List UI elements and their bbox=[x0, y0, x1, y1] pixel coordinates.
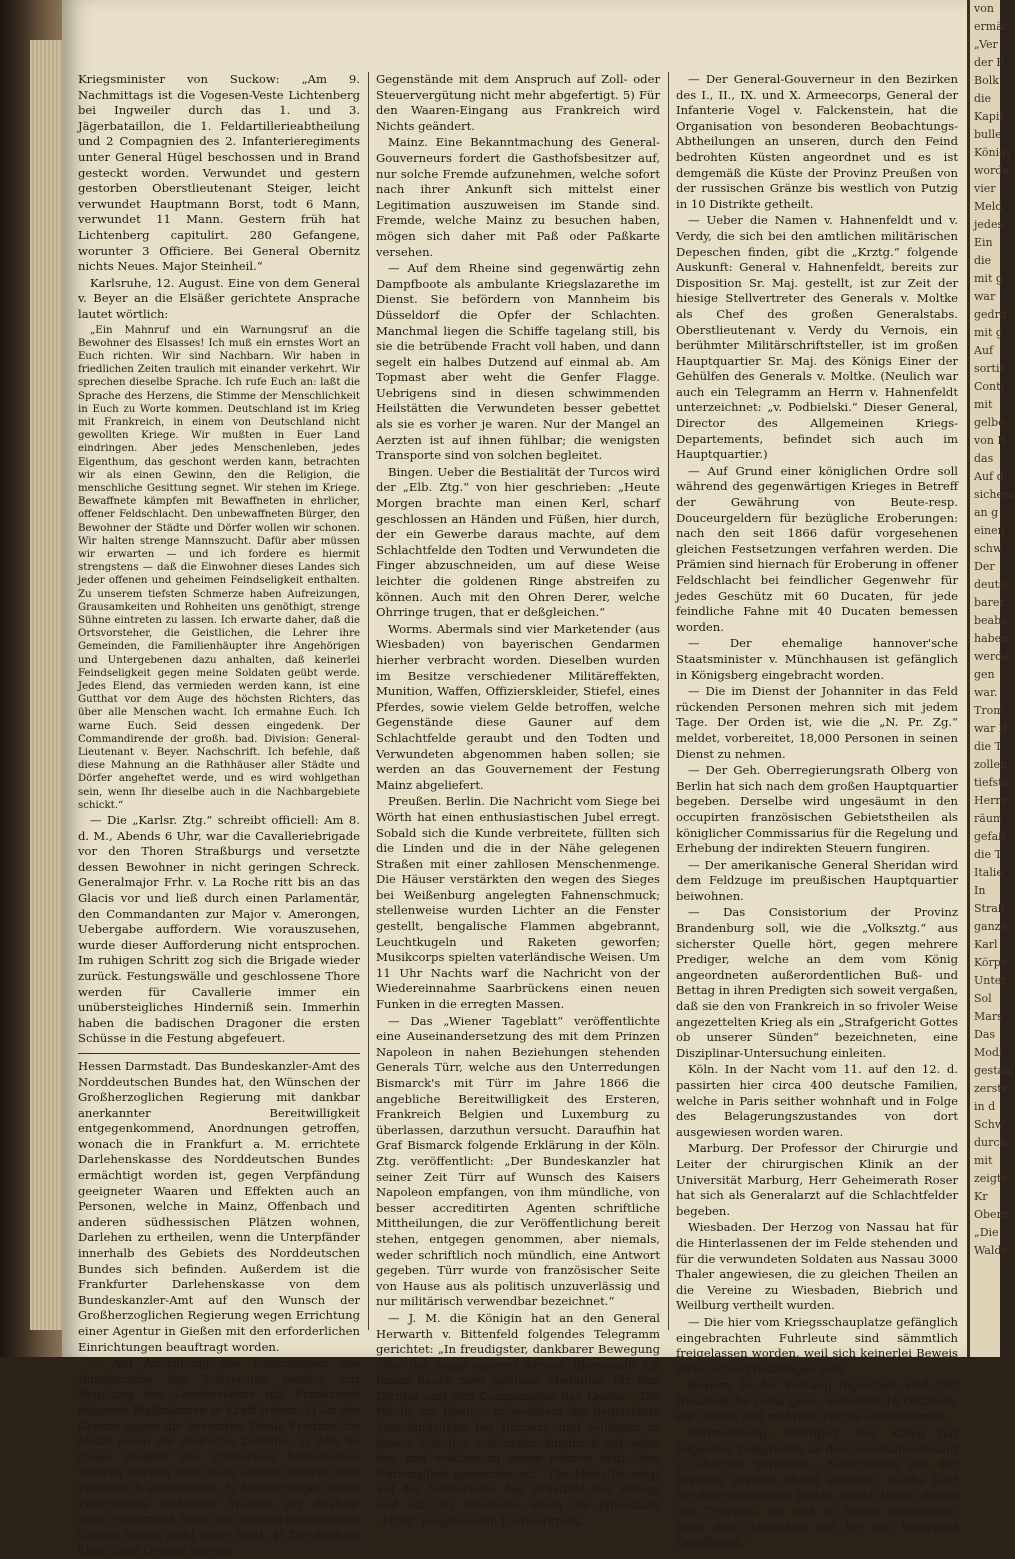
article-paragraph: — Auf Anordnung des Vorsitzenden des Bundesraths des Zollvereins werden zur Regelung des Landverkehrs mit Frankreich folgende Maßnahmen in Kraft treten: 1) An der Grenze gegen die besetzten Theile Frankreichs bleibt allein die deutsche Zolllinie. 2) Alle im freien Verkehr des Zollvereins befindlichen Waaren werden über diese Grenze zollfrei nach Frankreich eingelassen. 3) Abfertigungen unter Zollcontrole stehender Waaren zur Ausfuhr nach Frankreich über die deutsch-französische Grenze finden nicht mehr Statt. 4) Zur Ausfuhr über diese Grenze werden bbox=[78, 1356, 360, 1558]
adjacent-page-line: mit g bbox=[974, 326, 1003, 339]
column-3 bbox=[676, 72, 958, 1550]
adjacent-page-line: Schw bbox=[974, 1118, 1005, 1131]
adjacent-page-line: Ein bbox=[974, 236, 993, 249]
adjacent-page-line: Obern bbox=[974, 1208, 1009, 1221]
adjacent-page-line: schw bbox=[974, 542, 1003, 555]
adjacent-page-line: von bbox=[974, 2, 994, 15]
adjacent-page-line: Auf d bbox=[974, 470, 1004, 483]
article-paragraph: Karlsruhe, 12. August. Eine von dem General v. Beyer an die Elsäßer gerichtete Ansprache lautet wörtlich: bbox=[78, 275, 360, 321]
page-stack-edge bbox=[30, 40, 64, 1330]
adjacent-page-line: Herre bbox=[974, 794, 1008, 807]
adjacent-page-line: war. bbox=[974, 686, 998, 699]
adjacent-page-line: Kr bbox=[974, 1190, 988, 1203]
column-rule-1 bbox=[368, 72, 369, 1330]
adjacent-page-line: mit bbox=[974, 1154, 993, 1167]
adjacent-page-line: gelbe bbox=[974, 416, 1005, 429]
adjacent-page-fragment bbox=[967, 0, 1015, 1357]
article-paragraph: Köln. In der Nacht vom 11. auf den 12. d. passirten hier circa 400 deutsche Familien, welche in Paris seither wohnhaft und in Folge des Belagerungszustandes von dort ausgewiesen worden waren. bbox=[676, 1062, 958, 1139]
adjacent-page-line: Der bbox=[974, 560, 995, 573]
article-paragraph: — Der amerikanische General Sheridan wird dem Feldzuge im preußischen Hauptquartier beiwohnen. bbox=[676, 857, 958, 903]
article-paragraph: — Der Geh. Oberregierungsrath Olberg von Berlin hat sich nach dem großen Hauptquartier begeben. Derselbe wird ungesäumt in den occupirten französischen Gebietstheilen als königlicher Commissarius für die Regelung und Erhebung der indirekten Steuern fungiren. bbox=[676, 763, 958, 856]
article-paragraph: Württemberg. Stuttgart. Der König hat folgendes Telegramm an den Generallieutenant v. Obernitz gerichtet: „Nachrichten von der Division gestern Abend erhalten. Danke Gott für den siegreichen Erfolg, danke Ihnen, danke den Truppen, die sich so tapfer geschlagen. Ehre dem Andenken der für das Vaterland Gefallenen.“ bbox=[676, 1426, 958, 1550]
adjacent-page-line: mit bbox=[974, 398, 993, 411]
adjacent-page-line: haben bbox=[974, 632, 1009, 645]
adjacent-page-line: sortir bbox=[974, 362, 1005, 375]
adjacent-page-line: war D bbox=[974, 722, 1008, 735]
adjacent-page-line: einen bbox=[974, 524, 1005, 537]
article-paragraph: — Die hier vom Kriegsschauplatze gefänglich eingebrachten Fuhrleute sind sämmtlich freigelassen worden, weil sich keinerlei Beweis ihrer Schuld beibringen ließ. bbox=[676, 1314, 958, 1376]
article-paragraph: Mainz. Eine Bekanntmachung des General-Gouverneurs fordert die Gasthofsbesitzer auf, nur solche Fremde aufzunehmen, welche sofort nach ihrer Ankunft sich mittelst einer Legitimation auszuweisen im Stande sind. Fremde, welche Mainz zu besuchen haben, mögen sich daher mit Paß oder Paßkarte versehen. bbox=[376, 135, 660, 259]
adjacent-page-line: durch bbox=[974, 1136, 1007, 1149]
adjacent-page-line: beabs bbox=[974, 614, 1007, 627]
article-paragraph: — Das „Wiener Tageblatt“ veröffentlichte eine Auseinandersetzung des mit dem Prinzen Napoleon in nahen Beziehungen stehenden Generals Türr, welche aus den Unterredungen Bismarck's mit Türr im Jahre 1866 die angebliche Bereitwilligkeit des Ersteren, Frankreich Belgien und Luxemburg zu überlassen, darzuthun versucht. Daraufhin hat Graf Bismarck folgende Erklärung in der Köln. Ztg. veröffentlicht: „Der Bundeskanzler hat seiner Zeit Türr auf Wunsch des Kaisers Napoleon empfangen, von ihm mündliche, von besser accreditirten Agenten schriftliche Mittheilungen, die zur Veröffentlichung bereit stehen, entgegen genommen, aber niemals, weder schriftlich noch mündlich, eine Antwort gegeben. Türr wurde von französischer Seite von Hause aus als politisch unzuverlässig und nur militärisch verwendbar bezeichnet.“ bbox=[376, 1013, 660, 1309]
adjacent-page-line: Körpe bbox=[974, 956, 1008, 969]
article-paragraph: Worms. Abermals sind vier Marketender (aus Wiesbaden) von bayerischen Gendarmen hierher verbracht worden. Dieselben wurden im Besitze verschiedener Militäreffekten, Munition, Waffen, Offizierskleider, Stiefel, eines Pferdes, sowie vielem Gelde betroffen, welche Gegenstände diese Gauner auf dem Schlachtfelde geraubt und den Todten und Verwundeten abgenommen haben sollen; sie werden an das Gouvernement der Festung Mainz abgeliefert. bbox=[376, 621, 660, 792]
article-paragraph: — Das Consistorium der Provinz Brandenburg soll, wie die „Volksztg.“ aus sicherster Quelle hört, gegen mehrere Prediger, welche an dem vom König angeordneten außerordentlichen Buß- und Bettag in ihren Predigten sich soweit vergaßen, daß sie den von Frankreich in so frivoler Weise angezettelten Krieg als ein „Strafgericht Gottes ob unserer Sünden“ bezeichneten, eine Disziplinar-Untersuchung einleiten. bbox=[676, 905, 958, 1060]
adjacent-page-line: barer bbox=[974, 596, 1005, 609]
adjacent-page-line: sicheru bbox=[974, 488, 1015, 501]
article-paragraph: — Auf dem Rheine sind gegenwärtig zehn Dampfboote als ambulante Kriegslazarethe im Dienst. Sie befördern von Mannheim bis Düsseldorf die Opfer der Schlachten. Manchmal liegen die Schiffe tagelang still, bis sie die betrübende Fracht voll haben, und dann segelt ein halbes Dutzend auf einmal ab. Am Topmast aber weht die Genfer Flagge. Uebrigens sind in diesen schwimmenden Heilstätten die Verwundeten besser gebettet als sie es vorher je waren. Nur der Mangel an Aerzten ist auf ihnen fühlbar; die wenigsten Transporte sind von solchen begleitet. bbox=[376, 261, 660, 463]
adjacent-page-line: deutsc bbox=[974, 578, 1011, 591]
adjacent-page-line: ganze bbox=[974, 920, 1007, 933]
adjacent-page-line: zeigte bbox=[974, 1172, 1008, 1185]
article-paragraph: Wiesbaden. Der Herzog von Nassau hat für die Hinterlassenen der im Felde stehenden und für die verwundeten Soldaten aus Nassau 3000 Thaler angewiesen, die zu gleichen Theilen an die Vereine zu Wiesbaden, Biebrich und Weilburg vertheilt wurden. bbox=[676, 1220, 958, 1313]
adjacent-page-line: „Ver bbox=[974, 38, 998, 51]
adjacent-page-line: zerstr bbox=[974, 1082, 1007, 1095]
adjacent-page-line: die bbox=[974, 254, 992, 267]
adjacent-page-line: bulle bbox=[974, 128, 1002, 141]
adjacent-page-line: das bbox=[974, 452, 994, 465]
adjacent-page-line: jedes bbox=[974, 218, 1004, 231]
text-columns bbox=[78, 72, 958, 1558]
adjacent-page-line: räum bbox=[974, 812, 1004, 825]
adjacent-page-line: gestan bbox=[974, 1064, 1012, 1077]
article-paragraph: — Der General-Gouverneur in den Bezirken des I., II., IX. und X. Armeecorps, General der Infanterie Vogel v. Falckenstein, hat die Organisation von besonderen Beobachtungs-Abtheilungen an unseren, durch den Feind bedrohten Küsten angeordnet und es ist demgemäß die Küste der Provinz Preußen von der russischen Gränze bis westlich von Putzig in 10 Distrikte getheilt. bbox=[676, 72, 958, 211]
column-1 bbox=[78, 72, 360, 1558]
adjacent-page-line: gen bbox=[974, 668, 995, 681]
adjacent-page-line: in d bbox=[974, 1100, 996, 1113]
adjacent-page-line: gefaß bbox=[974, 830, 1006, 843]
article-paragraph: Hessen Darmstadt. Das Bundeskanzler-Amt des Norddeutschen Bundes hat, den Wünschen der Großherzoglichen Regierung mit dankbar anerkannter Bereitwilligkeit entgegenkommend, Anordnungen getroffen, wonach die in Frankfurt a. M. errichtete Darlehenskasse des Norddeutschen Bundes ermächtigt worden ist, gegen Verpfändung geeigneter Waaren und Effekten auch an Personen, welche in Mainz, Offenbach und anderen südhessischen Plätzen wohnen, Darlehen zu ertheilen, wenn die Unterpfänder innerhalb des Gebiets des Norddeutschen Bundes sich befinden. Außerdem ist die Frankfurter Darlehenskasse von dem Bundeskanzler-Amt auf den Wunsch der Großherzoglichen Regierung wegen Errichtung einer Agentur in Gießen mit den erforderlichen Einrichtungen beauftragt worden. bbox=[78, 1058, 360, 1354]
adjacent-page-line: Mars bbox=[974, 1010, 1003, 1023]
adjacent-page-line: der R bbox=[974, 56, 1005, 69]
adjacent-page-line: „Die bbox=[974, 1226, 999, 1239]
adjacent-page-line: tiefste bbox=[974, 776, 1010, 789]
column-rule-2 bbox=[668, 72, 669, 1330]
adjacent-page-line: vier bbox=[974, 182, 996, 195]
adjacent-page-line: Auf bbox=[974, 344, 994, 357]
adjacent-page-line: Unter bbox=[974, 974, 1007, 987]
adjacent-page-line: Karl bbox=[974, 938, 998, 951]
adjacent-page-line: Königl bbox=[974, 146, 1010, 159]
article-paragraph: Bingen. Ueber die Bestialität der Turcos wird der „Elb. Ztg.“ von hier geschrieben: „Heute Morgen brachte man einen Kerl, scharf geschlossen an Händen und Füßen, hier durch, der ein Gewerbe daraus machte, auf dem Schlachtfelde den Todten und Verwundeten die Finger abzuschneiden, um auf diese Weise leichter die goldenen Ringe abstreifen zu können. Auch mit den Ohren Derer, welche Ohrringe trugen, that er deßgleichen.“ bbox=[376, 464, 660, 620]
article-paragraph: — J. M. die Königin hat an den General Herwarth v. Bittenfeld folgendes Telegramm gerichtet: „In freudigster, dankbarer Bewegung über die Siege unserer Armee, übersende Ich Ihnen heute zwei goldene Medaillen für den Dichter und den Componisten des Liedes: „Die Wacht am Rhein“, in welchem die begeisterte Vaterlandsliebe bei Bürgern und Soldaten in dieser Zeit den schönsten Ausdruck gefunden hat, und welches zu einem wahren deutschen Nationallied geworden ist.“ Die Medaille zeigt auf der Vorderseite das Brustbild des Königs und auf der Rückseite einen die Jahreszahl „1870“ umgebenden Lorbeerkranz. bbox=[376, 1310, 660, 1528]
adjacent-page-line: Trom bbox=[974, 704, 1004, 717]
adjacent-page-line: werde bbox=[974, 650, 1009, 663]
article-paragraph: — Die „Karlsr. Ztg.“ schreibt officiell: Am 8. d. M., Abends 6 Uhr, war die Cavalleriebrigade vor den Thoren Straßburgs und versetzte dessen Bewohner in nicht geringen Schreck. Generalmajor Frhr. v. La Roche ritt bis an das Glacis vor und ließ durch einen Parlamentär, den Commandanten zur Major v. Amerongen, Uebergabe auffordern. Wie vorauszusehen, wurde dieser Aufforderung nicht entsprochen. Im ruhigen Schritt zog sich die Brigade wieder zurück. Festungswälle und geschlossene Thore werden für Cavallerie immer ein unübersteigliches Hinderniß sein. Immerhin haben die badischen Dragoner die ersten Schüsse in die Festung abgefeuert. bbox=[78, 813, 360, 1046]
adjacent-page-line: die bbox=[974, 92, 992, 105]
column-2 bbox=[376, 72, 660, 1528]
adjacent-page-line: Italie bbox=[974, 866, 1003, 879]
adjacent-page-line: Das bbox=[974, 1028, 996, 1041]
article-paragraph: Marburg. Der Professor der Chirurgie und Leiter der chirurgischen Klinik an der Universität Marburg, Herr Geheimerath Roser hat sich als Generalarzt auf die Schlachtfelder begeben. bbox=[676, 1141, 958, 1218]
adjacent-page-line: zollen bbox=[974, 758, 1008, 771]
article-paragraph: Kriegsminister von Suckow: „Am 9. Nachmittags ist die Vogesen-Veste Lichtenberg bei Ingweiler durch das 1. und 3. Jägerbataillon, die 1. Feldartillerieabtheilung und 2 Compagnien des 2. Infanterieregiments unter General Hügel beschossen und in Brand gesteckt worden. Verwundet und gestern gestorben Oberstlieutenant Steiger, leicht verwundet Hauptmann Borst, todt 6 Mann, verwundet 11 Mann. Gestern früh hat Lichtenberg capitulirt. 280 Gefangene, worunter 3 Officiere. Bei General Obernitz nichts Neues. Major Steinheil.“ bbox=[78, 72, 360, 274]
adjacent-page-line: Sol bbox=[974, 992, 992, 1005]
adjacent-page-line: Meld bbox=[974, 200, 1003, 213]
article-paragraph: — Der ehemalige hannover'sche Staatsminister v. Münchhausen ist gefänglich in Königsberg eingebracht worden. bbox=[676, 636, 958, 682]
adjacent-page-line: In bbox=[974, 884, 986, 897]
article-paragraph: — Die im Dienst der Johanniter in das Feld rückenden Personen mehren sich mit jedem Tage. Der Orden ist, wie die „N. Pr. Zg.“ meldet, vorbereitet, 18,000 Personen in seinen Dienst zu nehmen. bbox=[676, 684, 958, 761]
adjacent-page-line: Bolk bbox=[974, 74, 999, 87]
adjacent-page-line: war bbox=[974, 290, 996, 303]
adjacent-page-line: Modi bbox=[974, 1046, 1003, 1059]
adjacent-page-line: Straß bbox=[974, 902, 1006, 915]
article-paragraph: — Auf Grund einer königlichen Ordre soll während des gegenwärtigen Krieges in Betreff der Gewährung von Beute-resp. Douceurgeldern für bezügliche Eroberungen: nach den seit 1866 dafür vorgesehenen gleichen Festsetzungen verfahren werden. Die Prämien sind hiernach für Eroberung in offener Feldschlacht bei feindlicher Gegenwehr für jedes Geschütz mit 60 Ducaten, für jede feindliche Fahne mit 40 Ducaten bemessen worden. bbox=[676, 463, 958, 634]
article-paragraph: Bayern. In der Festung Ingolstadt sind 500 französische Gefangene, worunter 16 Offiziere, ein Oberst und mehrere Turcos angekommen. bbox=[676, 1378, 958, 1424]
adjacent-page-line: Conti bbox=[974, 380, 1005, 393]
adjacent-page-line: mit g bbox=[974, 272, 1003, 285]
adjacent-page-line: an g bbox=[974, 506, 999, 519]
adjacent-page-line: worde bbox=[974, 164, 1009, 177]
adjacent-page-line: von R bbox=[974, 434, 1006, 447]
adjacent-page-line: Walde bbox=[974, 1244, 1008, 1257]
adjacent-page-line: gedru bbox=[974, 308, 1007, 321]
adjacent-page-line: die T bbox=[974, 848, 1002, 861]
article-paragraph: Gegenstände mit dem Anspruch auf Zoll- oder Steuervergütung nicht mehr abgefertigt. 5) Für den Waaren-Eingang aus Frankreich wird Nichts geändert. bbox=[376, 72, 660, 133]
adjacent-page-line: Kapit bbox=[974, 110, 1004, 123]
adjacent-page-line: ermäc bbox=[974, 20, 1009, 33]
adjacent-page-line: die T bbox=[974, 740, 1002, 753]
article-paragraph: „Ein Mahnruf und ein Warnungsruf an die Bewohner des Elsasses! Ich muß ein ernstes Wort an Euch richten. Wir sind Nachbarn. Wir haben in friedlichen Zeiten traulich mit einander verkehrt. Wir sprechen dieselbe Sprache. Ich rufe Euch an: laßt die Sprache des Herzens, die Stimme der Menschlichkeit in Euch zu Worte kommen. Deutschland ist im Krieg mit Frankreich, in einem von Deutschland nicht gewollten Kriege. Wir mußten in Euer Land eindringen. Aber jedes Menschenleben, jedes Eigenthum, das geschont werden kann, betrachten wir als einen Gewinn, den die Religion, die menschliche Gesittung segnet. Wir stehen im Kriege. Bewaffnete kämpfen mit Bewaffneten in ehrlicher, offener Feldschlacht. Den unbewaffneten Bürger, den Bewohner der Städte und Dörfer wollen wir schonen. Wir halten strenge Mannszucht. Dafür aber müssen wir erwarten — und ich fordere es hiermit strengstens — daß die Einwohner dieses Landes sich jeder offenen und geheimen Feindseligkeit enthalten. Zu unserem tiefsten Schmerze haben Aufreizungen, Grausamkeiten und Rohheiten uns genöthigt, strenge Sühne eintreten zu lassen. Ich erwarte daher, daß die Ortsvorsteher, die Geistlichen, die Lehrer ihre Gemeinden, die Familienhäupter ihre Angehörigen und Untergebenen dazu anhalten, daß keinerlei Feindseligkeit gegen meine Soldaten geübt werde. Jedes Elend, das vermieden werden kann, ist eine Gutthat vor dem Auge des höchsten Richters, das über alle Menschen wacht. Ich ermahne Euch. Ich warne Euch. Seid dessen eingedenk. Der Commandirende der großh. bad. Division: General-Lieutenant v. Beyer. Nachschrift. Ich befehle, daß diese Mahnung an die Rathhäuser aller Städte und Dörfer angeheftet werde, und es wird wohlgethan sein, wenn Ihr dieselbe auch in die Nachbargebiete schickt.“ bbox=[78, 324, 360, 811]
article-paragraph: Preußen. Berlin. Die Nachricht vom Siege bei Wörth hat einen enthusiastischen Jubel erregt. Sobald sich die Kunde verbreitete, füllten sich die Linden und die in der Nähe gelegenen Straßen mit einer zahllosen Menschenmenge. Die Häuser verstärkten den wegen des Sieges bei Weißenburg angelegten Fahnenschmuck; stellenweise wurden Lichter an die Fenster gestellt, bengalische Flammen abgebrannt, Leuchtkugeln und Raketen geworfen; Musikcorps spielten vaterländische Weisen. Um 11 Uhr Nachts warf die Nachricht von der Wiedereinnahme Saarbrückens einen neuen Funken in die erregten Massen. bbox=[376, 794, 660, 1012]
article-paragraph: — Ueber die Namen v. Hahnenfeldt und v. Verdy, die sich bei den amtlichen militärischen Depeschen finden, gibt die „Krztg.“ folgende Auskunft: General v. Hahnenfeldt, bereits zur Disposition Sr. Maj. gestellt, ist zur Zeit der hiesige Stellvertreter des Generals v. Moltke als Chef des großen Generalstabs. Oberstlieutenant v. Verdy du Vernois, ein berühmter Militärschriftsteller, ist im großen Hauptquartier Sr. Maj. des Königs Einer der Gehülfen des Generals v. Moltke. (Neulich war auch ein Telegramm an Herrn v. Hahnenfeldt unterzeichnet: „v. Podbielski.“ Dieser General, Director des Allgemeinen Kriegs-Departements, befindet sich auch im Hauptquartier.) bbox=[676, 213, 958, 462]
section-divider bbox=[78, 1053, 360, 1054]
